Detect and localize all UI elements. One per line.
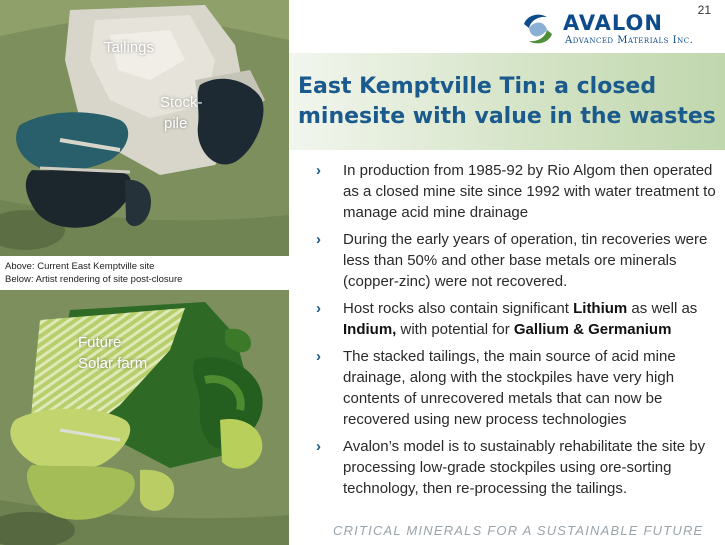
bullet-host-rocks [316,298,716,340]
bullet-text: During the early years of operation, tin recoveries were less than 50% and other base metals ore minerals (copper-zinc) were not recovered. [343,231,708,290]
slide-title: East Kemptville Tin: a closed minesite with value in the wastes [298,74,716,129]
bullet-text-part: with potential for [396,321,514,338]
image-caption [0,256,289,290]
caption-line-below: Below: Artist rendering of site post-closure [5,274,183,285]
bullet-production-history [316,160,716,223]
bullet-text-part: Host rocks also contain significant [343,300,574,317]
avalon-logo [519,8,699,50]
highlight-lithium: Lithium [573,300,628,317]
bullet-chevron-icon: › [316,438,321,455]
bullet-text: In production from 1985-92 by Rio Algom then operated as a closed mine site since 1992 with water treatment to manage acid mine drainage [343,162,716,221]
bullet-chevron-icon: › [316,231,321,248]
bullet-avalon-model [316,436,716,499]
logo-subtitle: Advanced Materials Inc. [565,35,694,46]
highlight-gallium-germanium: Gallium & Germanium [513,321,672,338]
page-number: 21 [697,3,711,17]
bullet-chevron-icon: › [316,300,321,317]
caption-line-above: Above: Current East Kemptville site [5,261,155,272]
label-future: Future [78,334,122,351]
footer-tagline: CRITICAL MINERALS FOR A SUSTAINABLE FUTURE [333,523,704,538]
bullet-chevron-icon: › [316,162,321,179]
bullet-chevron-icon: › [316,348,321,365]
avalon-swirl-icon [519,10,557,48]
bullet-text: Avalon’s model is to sustainably rehabilitate the site by processing low-grade stockpiles using ore-sorting technology, then re-processing the tailings. [343,438,706,497]
logo-wordmark: AVALON [563,11,663,35]
highlight-indium: Indium, [343,321,397,338]
label-stockpile-line2: pile [164,115,188,132]
aerial-photo-post-closure-rendering [0,290,289,545]
bullet-text-part: as well as [627,300,698,317]
bullet-stacked-tailings [316,346,716,430]
bullet-tin-recoveries [316,229,716,292]
bullet-list [316,160,716,505]
post-closure-illustration [0,290,289,545]
label-solar-farm: Solar farm [78,355,148,372]
label-stockpile-line1: Stock- [160,94,203,111]
label-tailings: Tailings [104,39,155,56]
aerial-photo-current-site [0,0,289,256]
bullet-text: The stacked tailings, the main source of acid mine drainage, along with the stockpiles have very high contents of unrecovered metals that can now be recovered using new process technologies [343,348,676,428]
